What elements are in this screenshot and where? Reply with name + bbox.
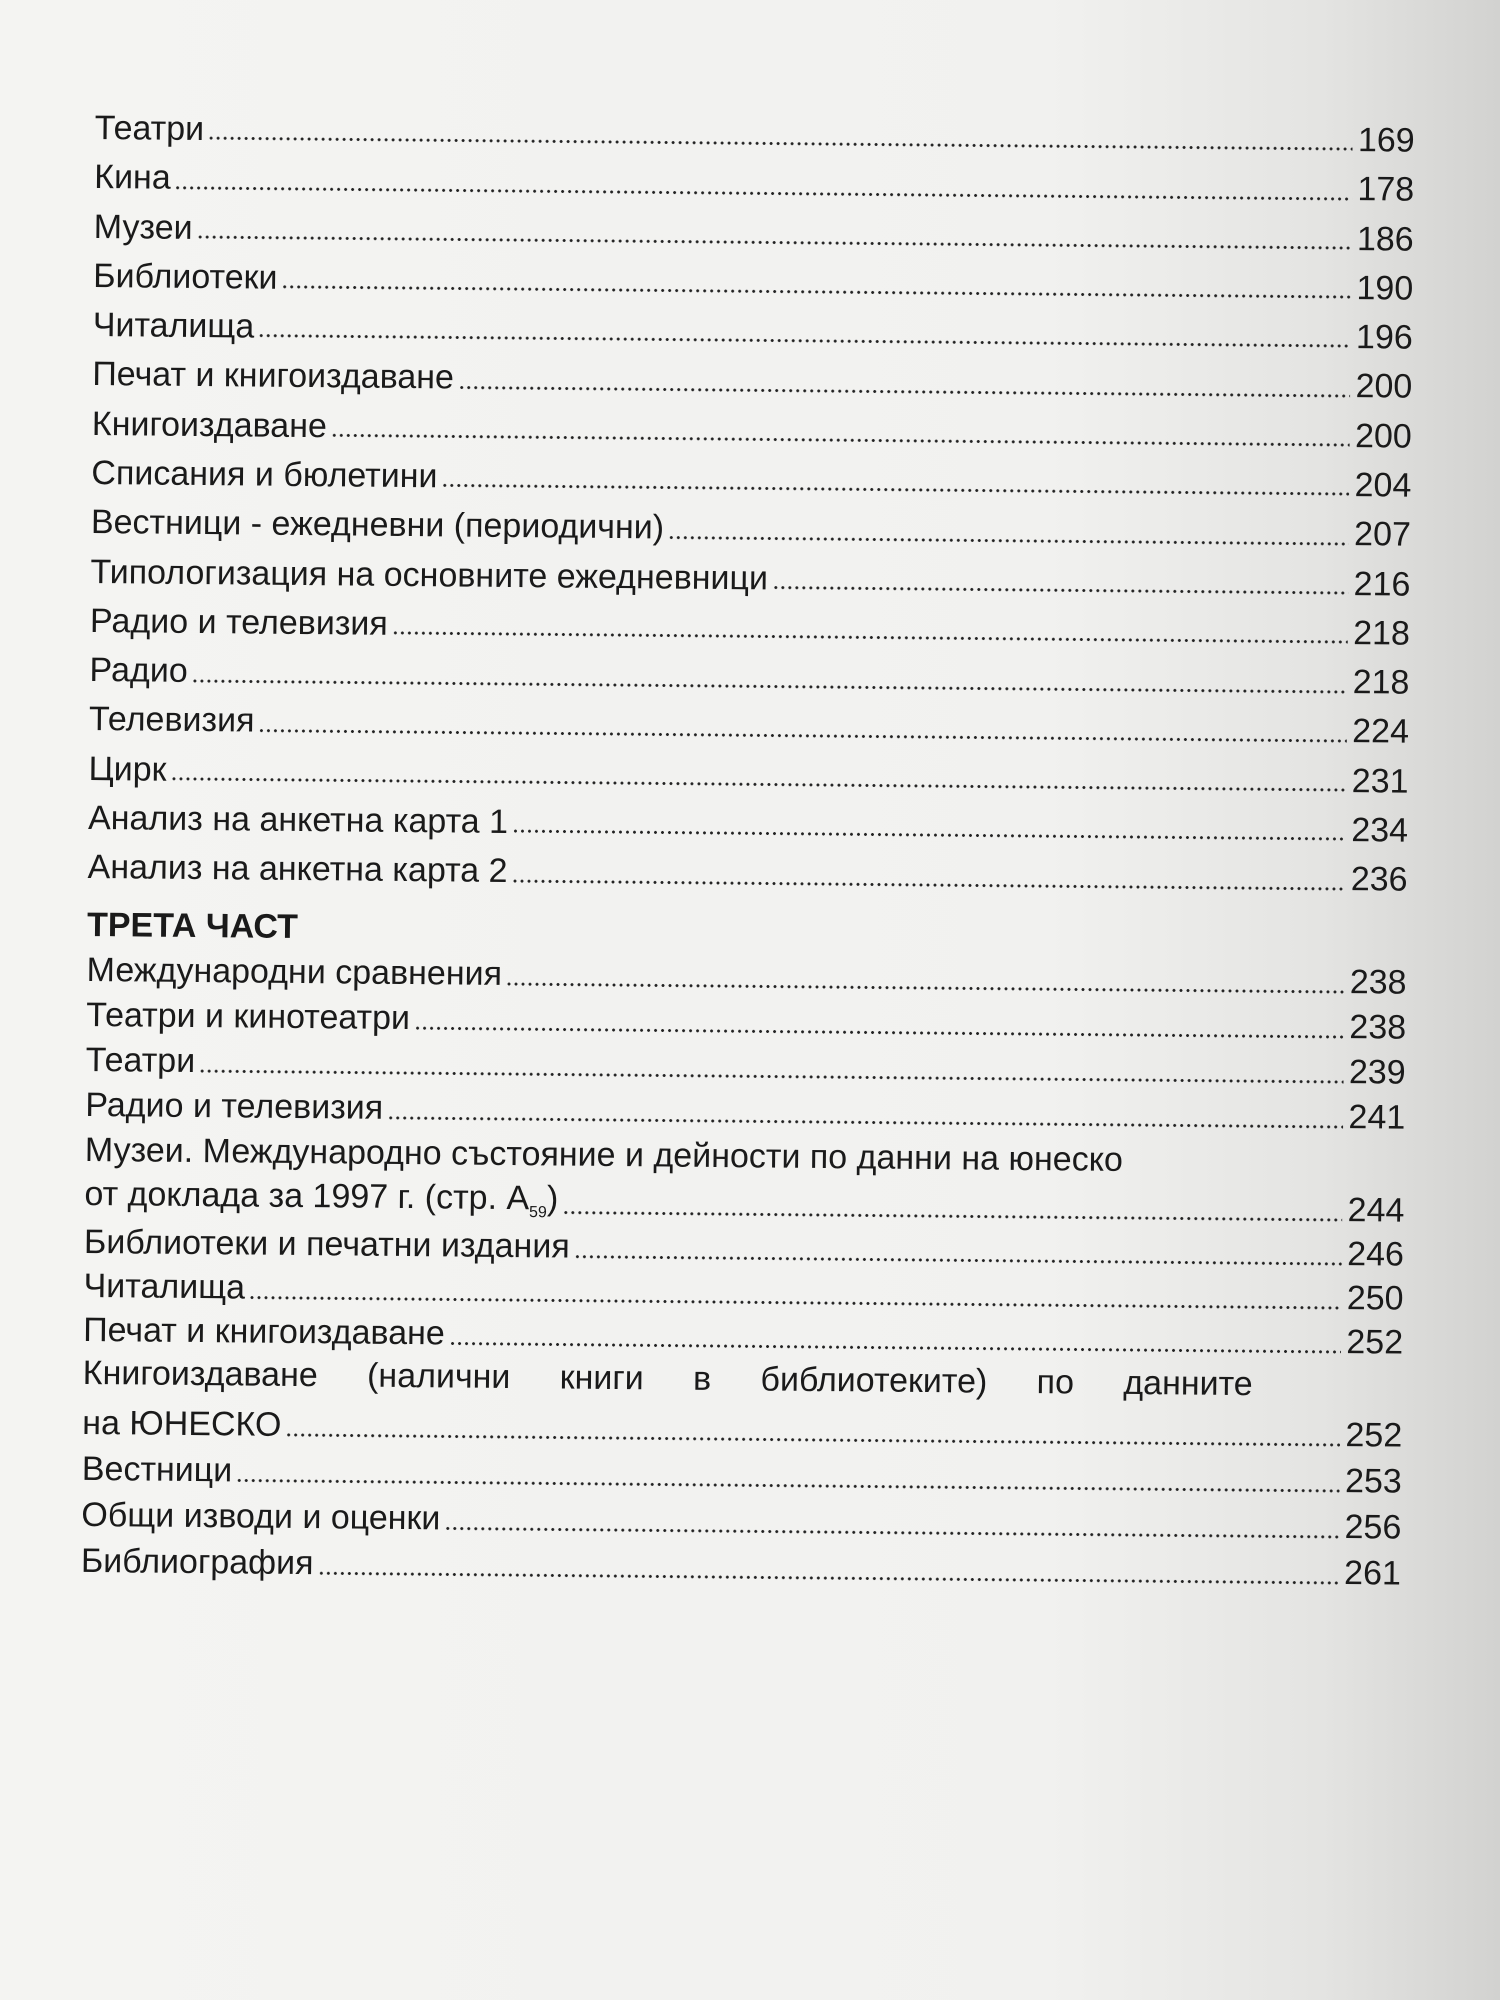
toc-entry-label: Театри: [85, 1041, 196, 1081]
toc-entry-label: Типологизация на основните ежедневници: [90, 552, 769, 598]
toc-entry-label: Кина: [94, 158, 171, 197]
toc-page-number: 234: [1351, 811, 1409, 850]
dot-leader: [574, 1230, 1343, 1267]
dot-leader: [258, 310, 1351, 350]
toc-page-number: 190: [1356, 268, 1414, 308]
toc-entry-museums-line1: Музеи. Международно състояние и дейности по данни на юнеско: [84, 1130, 1124, 1179]
toc-entry-label: Читалища: [83, 1267, 246, 1307]
toc-entry-label: на ЮНЕСКО: [82, 1404, 282, 1445]
toc-entry-label: Вестници: [81, 1450, 233, 1490]
toc-page-number: 216: [1353, 564, 1411, 604]
toc-part3-list-a: [85, 945, 1407, 1138]
dot-leader: [512, 805, 1346, 843]
toc-page-number: 200: [1355, 367, 1413, 407]
toc-entry-label: Театри: [94, 108, 205, 148]
toc-entry-label: Телевизия: [88, 700, 255, 741]
toc-page-number: 196: [1355, 318, 1413, 357]
toc-entry-museums: [84, 1129, 1405, 1231]
dot-leader: [392, 607, 1348, 646]
toc-entry-label: Библиотеки и печатни издания: [83, 1223, 570, 1266]
toc-page-number: 252: [1346, 1323, 1404, 1362]
toc-part2-list: [87, 98, 1415, 899]
toc-entry-label: [84, 1176, 558, 1222]
dot-leader: [236, 1454, 1340, 1495]
toc-page-number: 186: [1356, 219, 1414, 259]
toc-page-number: 236: [1350, 860, 1408, 899]
dot-leader: [562, 1186, 1342, 1223]
toc-part3-list-c: [81, 1443, 1402, 1594]
toc-part3-list-b: [83, 1218, 1404, 1363]
toc-page-number: 178: [1357, 170, 1415, 209]
toc-entry-label: Книгоиздаване: [91, 404, 328, 445]
dot-leader: [441, 460, 1349, 499]
dot-leader: [249, 1271, 1342, 1311]
dot-leader: [387, 1092, 1343, 1131]
museums-line2-subscript: 59: [528, 1204, 547, 1222]
toc-page-number: 256: [1344, 1508, 1402, 1547]
dot-leader: [196, 211, 1351, 252]
toc-entry-label: Анализ на анкетна карта 2: [87, 848, 508, 891]
dot-leader: [281, 261, 1351, 301]
toc-page-number: 252: [1345, 1416, 1403, 1455]
dot-leader: [414, 1002, 1344, 1041]
dot-leader: [317, 1547, 1339, 1587]
dot-leader: [511, 855, 1345, 893]
dot-leader: [458, 361, 1351, 400]
toc-entry-label: Радио: [89, 651, 188, 691]
toc-page-number: 253: [1344, 1462, 1402, 1501]
dot-leader: [331, 409, 1350, 449]
toc-entry-label: Читалища: [92, 306, 255, 346]
toc-page-number: 231: [1351, 761, 1409, 801]
dot-leader: [449, 1317, 1342, 1356]
toc-page-number: 239: [1348, 1053, 1406, 1092]
toc-page-number: 204: [1354, 466, 1412, 505]
toc-page-number: 200: [1354, 416, 1412, 456]
dot-leader: [668, 511, 1349, 548]
toc-entry-label: Радио и телевизия: [85, 1086, 384, 1128]
toc-entry-label: Печат и книгоиздаване: [92, 355, 455, 397]
toc-entry-label: Вестници - ежедневни (периодични): [90, 503, 665, 547]
toc-entry-label: Библиотеки: [93, 256, 278, 297]
toc-page-number: 169: [1357, 121, 1415, 160]
dot-leader: [444, 1502, 1339, 1541]
toc-entry-label: Списания и бюлетини: [91, 453, 438, 496]
dot-leader: [772, 561, 1349, 597]
toc-entry-label: Международни сравнения: [86, 951, 503, 994]
toc-page-number: 246: [1347, 1235, 1405, 1274]
toc-page-number: 250: [1346, 1279, 1404, 1318]
toc-entry-label: Печат и книгоиздаване: [82, 1311, 445, 1353]
dot-leader: [175, 161, 1353, 202]
toc-entry-label: Цирк: [88, 749, 167, 789]
toc-page-number: 218: [1352, 663, 1410, 702]
toc-entry-book-publishing: [82, 1352, 1403, 1456]
toc-page-number: 238: [1349, 1008, 1407, 1047]
toc-page-number: 207: [1353, 515, 1412, 554]
toc-entry-label: Анализ на анкетна карта 1: [87, 799, 509, 842]
toc-entry-book-publishing-line1: Книгоиздаване (налични книги в библиотеките) по данните: [82, 1353, 1253, 1403]
dot-leader: [208, 112, 1353, 153]
toc-entry-label: Театри и кинотеатри: [86, 996, 411, 1038]
toc-page-number: 261: [1343, 1554, 1402, 1593]
toc-entry-label: Музеи: [93, 207, 193, 247]
toc-entry-label: Библиография: [80, 1542, 314, 1583]
dot-leader: [192, 655, 1348, 696]
section-heading-part3: ТРЕТА ЧАСТ: [86, 905, 299, 946]
dot-leader: [506, 958, 1345, 996]
dot-leader: [170, 753, 1346, 794]
toc-page-number: 224: [1352, 712, 1410, 752]
dot-leader: [285, 1409, 1340, 1449]
table-of-contents: [81, 98, 1415, 1593]
toc-page-number: 244: [1347, 1191, 1405, 1230]
museums-line2-text: от доклада за 1997 г. (стр. А: [84, 1175, 530, 1218]
dot-leader: [199, 1045, 1344, 1086]
toc-page-number: 238: [1349, 963, 1407, 1002]
toc-entry-label: Радио и телевизия: [89, 601, 389, 643]
museums-line2-suffix: ): [546, 1179, 559, 1218]
toc-page-number: 241: [1348, 1098, 1406, 1137]
dot-leader: [258, 704, 1347, 744]
toc-page-number: 218: [1353, 613, 1411, 653]
toc-entry-label: Общи изводи и оценки: [81, 1496, 441, 1538]
